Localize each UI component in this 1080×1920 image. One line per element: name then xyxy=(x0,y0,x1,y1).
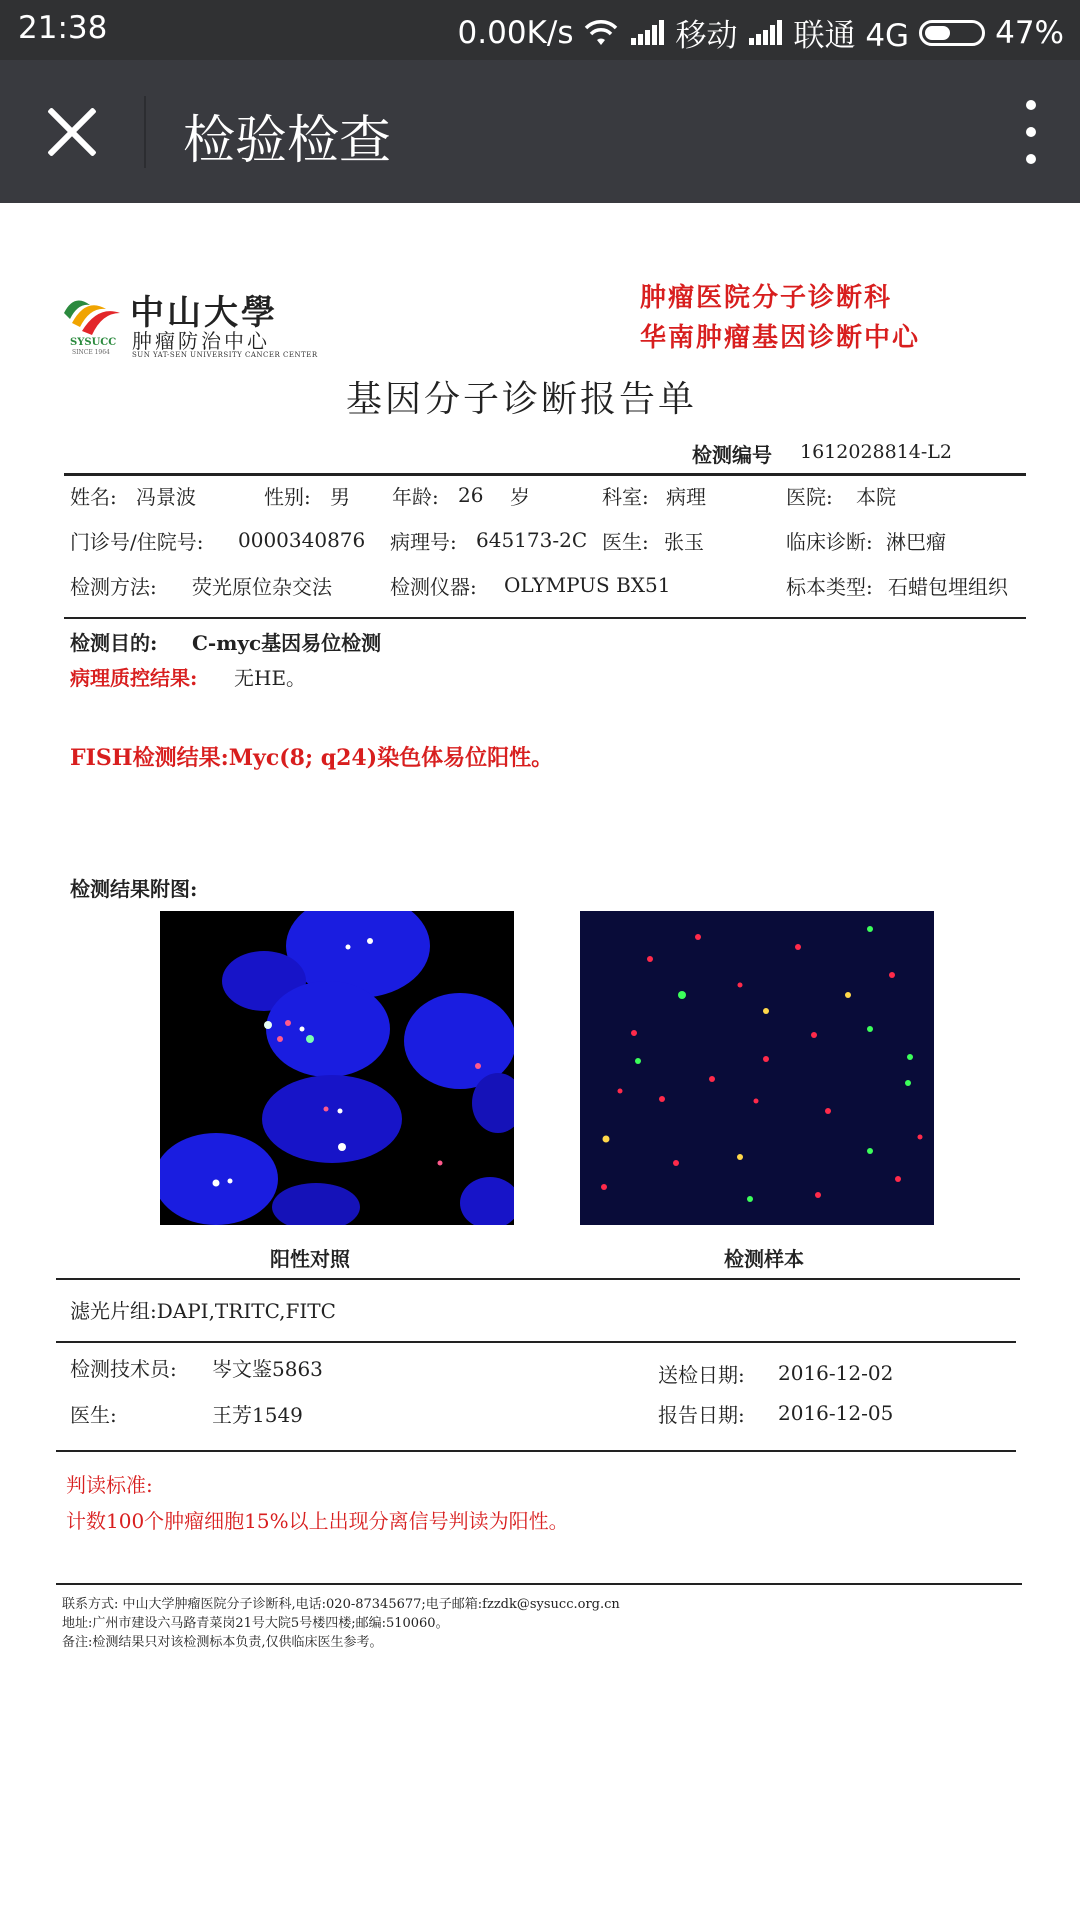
divider xyxy=(56,1341,1016,1343)
test-instrument: OLYMPUS BX51 xyxy=(504,573,671,597)
close-icon[interactable] xyxy=(42,102,102,162)
divider xyxy=(56,1583,1022,1585)
logo-name-cn: 中山大學 xyxy=(130,293,278,333)
network-speed: 0.00K/s xyxy=(457,14,574,51)
test-sample-label: 检测样本 xyxy=(724,1247,804,1271)
patient-diagnosis: 淋巴瘤 xyxy=(886,530,946,554)
test-sample-image xyxy=(580,911,934,1225)
app-header xyxy=(0,60,1080,203)
status-indicators xyxy=(458,10,1064,55)
divider xyxy=(56,1278,1020,1280)
carrier-1: 移动 xyxy=(675,18,738,54)
logo-name-sub: 肿瘤防治中心 xyxy=(132,329,270,353)
carrier-2: 联通 4G xyxy=(793,18,910,54)
status-time: 21:38 xyxy=(18,10,108,46)
criteria-label: 判读标准: xyxy=(66,1473,153,1497)
filter-set: 滤光片组:DAPI,TRITC,FITC xyxy=(70,1299,336,1323)
sysucc-logo-icon xyxy=(60,283,122,337)
positive-control-label: 阳性对照 xyxy=(270,1247,350,1271)
report-date-label: 报告日期: xyxy=(658,1403,745,1427)
status-bar xyxy=(0,0,1080,60)
battery-percent: 47% xyxy=(995,14,1064,51)
clinic-no-label: 门诊号/住院号: xyxy=(70,530,204,554)
report-date: 2016-12-05 xyxy=(778,1401,894,1425)
submit-date: 2016-12-02 xyxy=(778,1361,894,1385)
positive-control-image xyxy=(160,911,514,1225)
specimen-label: 标本类型: xyxy=(786,575,873,599)
pathology-no: 645173-2C xyxy=(476,528,588,552)
sex-label: 性别: xyxy=(264,485,311,509)
fish-result: FISH检测结果:Myc(8; q24)染色体易位阳性。 xyxy=(70,745,554,771)
test-purpose: C-myc基因易位检测 xyxy=(192,631,382,655)
logo-abbr: SYSUCC xyxy=(70,337,117,348)
patient-dept: 病理 xyxy=(666,485,706,509)
footer-note: 备注:检测结果只对该检测标本负责,仅供临床医生参考。 xyxy=(62,1635,383,1650)
page-title: 检验检查 xyxy=(183,111,392,171)
report-title: 基因分子诊断报告单 xyxy=(346,379,698,420)
dept-label: 科室: xyxy=(602,485,649,509)
qc-result: 无HE。 xyxy=(234,666,307,690)
patient-name: 冯景波 xyxy=(136,485,196,509)
patient-hospital: 本院 xyxy=(856,485,896,509)
doctor2: 王芳1549 xyxy=(212,1403,303,1427)
instrument-label: 检测仪器: xyxy=(390,575,477,599)
more-options-icon[interactable] xyxy=(1024,100,1038,164)
patient-age: 26 xyxy=(458,483,484,507)
test-no: 1612028814-L2 xyxy=(800,441,953,463)
criteria: 计数100个肿瘤细胞15%以上出现分离信号判读为阳性。 xyxy=(66,1509,569,1533)
images-label: 检测结果附图: xyxy=(70,877,198,901)
divider xyxy=(64,473,1026,476)
age-label: 年龄: xyxy=(392,485,439,509)
name-label: 姓名: xyxy=(70,485,117,509)
diagnosis-label: 临床诊断: xyxy=(786,530,873,554)
footer-address: 地址:广州市建设六马路青菜岗21号大院5号楼四楼;邮编:510060。 xyxy=(62,1616,449,1631)
technician-label: 检测技术员: xyxy=(70,1357,177,1381)
qc-label: 病理质控结果: xyxy=(70,666,198,690)
report-document xyxy=(0,203,1080,1920)
specimen-type: 石蜡包埋组织 xyxy=(888,575,1008,599)
divider xyxy=(64,617,1026,619)
doctor-label: 医生: xyxy=(602,530,649,554)
signal-icon xyxy=(629,19,665,47)
test-no-label: 检测编号 xyxy=(692,443,772,467)
patient-sex: 男 xyxy=(330,485,350,509)
battery-icon xyxy=(919,20,985,46)
divider xyxy=(56,1450,1016,1452)
age-unit: 岁 xyxy=(510,485,530,509)
footer-contact: 联系方式: 中山大学肿瘤医院分子诊断科,电话:020-87345677;电子邮箱:fzzdk@sysucc.org.cn xyxy=(62,1597,620,1612)
signal-icon xyxy=(747,19,783,47)
header-divider xyxy=(144,96,146,168)
hospital-label: 医院: xyxy=(786,485,833,509)
method-label: 检测方法: xyxy=(70,575,157,599)
wifi-icon xyxy=(583,19,619,47)
technician: 岑文鉴5863 xyxy=(212,1357,323,1381)
pathology-no-label: 病理号: xyxy=(390,530,457,554)
doctor2-label: 医生: xyxy=(70,1403,117,1427)
purpose-label: 检测目的: xyxy=(70,631,158,655)
logo-since: SINCE 1964 xyxy=(72,349,110,356)
logo-name-en: SUN YAT-SEN UNIVERSITY CANCER CENTER xyxy=(132,351,318,359)
dept-line-2: 华南肿瘤基因诊断中心 xyxy=(640,323,921,353)
patient-doctor: 张玉 xyxy=(664,530,704,554)
clinic-no: 0000340876 xyxy=(238,528,366,552)
dept-line-1: 肿瘤医院分子诊断科 xyxy=(640,283,893,313)
submit-date-label: 送检日期: xyxy=(658,1363,745,1387)
test-method: 荧光原位杂交法 xyxy=(192,575,332,599)
